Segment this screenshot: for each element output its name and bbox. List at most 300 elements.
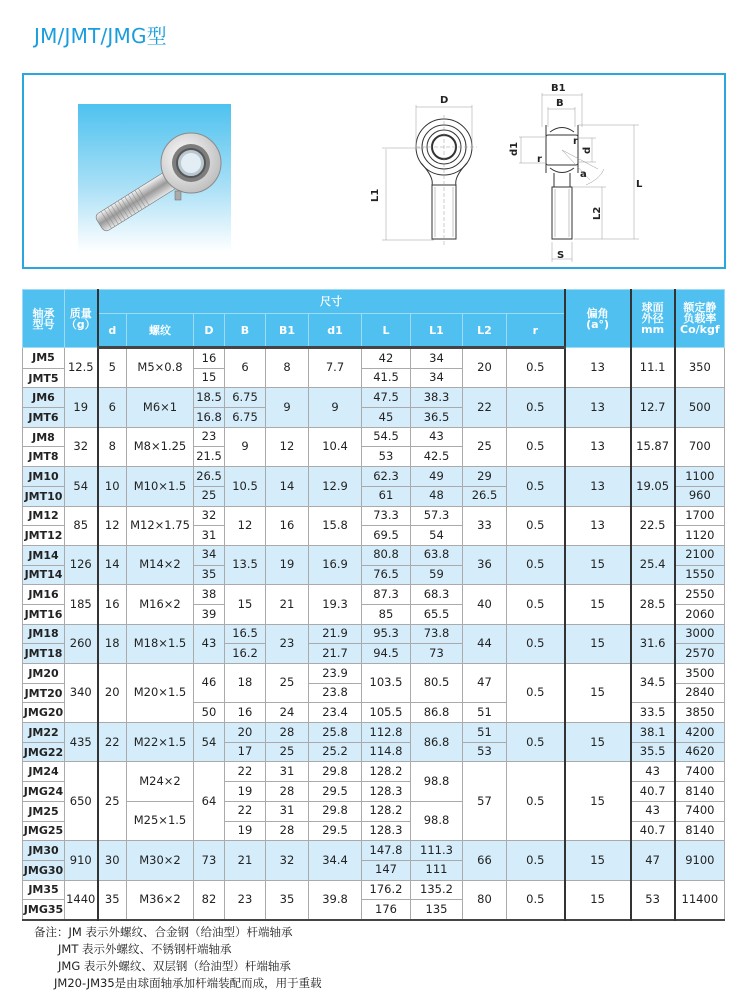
d1-cell: 10.4 — [309, 427, 362, 466]
model-group — [23, 841, 725, 880]
mass-cell: 85 — [65, 506, 98, 545]
angle-cell: 13 — [565, 467, 631, 506]
B-cell: 16 — [225, 703, 266, 723]
table-row — [23, 427, 725, 447]
model-group — [23, 664, 725, 723]
d-cell: 14 — [98, 545, 127, 584]
model-cell: JM6 — [23, 388, 65, 408]
mass-cell: 1440 — [65, 880, 98, 920]
d-cell: 10 — [98, 467, 127, 506]
D-cell: 54 — [194, 723, 225, 762]
product-illustration-frame — [22, 73, 726, 269]
L-cell: 42 — [362, 348, 411, 369]
L-cell: 105.5 — [362, 703, 411, 723]
L1-cell: 36.5 — [411, 408, 463, 428]
d1-cell: 29.5 — [309, 821, 362, 841]
model-cell: JMG30 — [23, 860, 65, 880]
B1-cell: 31 — [266, 762, 309, 782]
d1-cell: 12.9 — [309, 467, 362, 506]
load-cell: 3500 — [675, 664, 725, 684]
d1-cell: 15.8 — [309, 506, 362, 545]
dim-label-d: d — [582, 146, 593, 154]
mass-cell: 260 — [65, 624, 98, 663]
L1-cell: 135.2 — [411, 880, 463, 900]
L1-cell: 86.8 — [411, 723, 463, 762]
model-cell: JM14 — [23, 545, 65, 565]
L-cell: 147.8 — [362, 841, 411, 861]
L-cell: 103.5 — [362, 664, 411, 703]
r-cell: 0.5 — [507, 624, 565, 663]
L1-cell: 59 — [411, 565, 463, 585]
B-cell: 20 — [225, 723, 266, 743]
model-cell: JMG22 — [23, 742, 65, 762]
model-cell: JMT6 — [23, 408, 65, 428]
thread-cell: M24×2 — [127, 762, 194, 801]
load-cell: 7400 — [675, 762, 725, 782]
header-col-B1: B1 — [266, 314, 309, 348]
angle-cell: 15 — [565, 664, 631, 723]
L1-cell: 63.8 — [411, 545, 463, 565]
B-cell: 22 — [225, 762, 266, 782]
L-cell: 128.2 — [362, 762, 411, 782]
L1-cell: 38.3 — [411, 388, 463, 408]
table-row — [23, 545, 725, 565]
note-line: JMT 表示外螺纹、不锈钢杆端轴承 — [58, 942, 232, 956]
D-cell: 50 — [194, 703, 225, 723]
L2-cell: 51 — [463, 723, 507, 743]
B-cell: 23 — [225, 880, 266, 920]
model-cell: JM16 — [23, 585, 65, 605]
D-cell: 39 — [194, 604, 225, 624]
mass-cell: 910 — [65, 841, 98, 880]
L1-cell: 111 — [411, 860, 463, 880]
model-group — [23, 427, 725, 466]
header-col-L2: L2 — [463, 314, 507, 348]
mass-cell: 126 — [65, 545, 98, 584]
sphere-cell: 38.1 — [631, 723, 675, 743]
thread-cell: M20×1.5 — [127, 664, 194, 723]
header-mass: 质量 （g） — [65, 290, 98, 348]
dim-label-a: a — [580, 169, 587, 180]
L2-cell: 29 — [463, 467, 507, 487]
model-cell: JMG25 — [23, 821, 65, 841]
B1-cell: 28 — [266, 723, 309, 743]
dim-label-d1: d1 — [509, 141, 520, 156]
d-cell: 8 — [98, 427, 127, 466]
model-group — [23, 348, 725, 388]
d1-cell: 25.2 — [309, 742, 362, 762]
r-cell: 0.5 — [507, 664, 565, 723]
L2-cell: 51 — [463, 703, 507, 723]
sphere-cell: 43 — [631, 762, 675, 782]
table-row — [23, 467, 725, 487]
thread-cell: M12×1.75 — [127, 506, 194, 545]
L2-cell: 57 — [463, 762, 507, 841]
L-cell: 76.5 — [362, 565, 411, 585]
load-cell: 4620 — [675, 742, 725, 762]
mass-cell: 185 — [65, 585, 98, 624]
model-cell: JMT12 — [23, 526, 65, 546]
r-cell: 0.5 — [507, 545, 565, 584]
header-col-L1: L1 — [411, 314, 463, 348]
thread-cell: M36×2 — [127, 880, 194, 920]
table-row — [23, 506, 725, 526]
D-cell: 25 — [194, 486, 225, 506]
B-cell: 16.2 — [225, 644, 266, 664]
load-cell: 9100 — [675, 841, 725, 880]
angle-cell: 15 — [565, 585, 631, 624]
load-cell: 2100 — [675, 545, 725, 565]
d-cell: 25 — [98, 762, 127, 841]
r-cell: 0.5 — [507, 348, 565, 388]
model-cell: JM20 — [23, 664, 65, 684]
technical-drawing — [364, 77, 664, 265]
load-cell: 350 — [675, 348, 725, 388]
sphere-cell: 40.7 — [631, 821, 675, 841]
thread-cell: M8×1.25 — [127, 427, 194, 466]
L-cell: 94.5 — [362, 644, 411, 664]
L-cell: 69.5 — [362, 526, 411, 546]
model-group — [23, 585, 725, 624]
r-cell: 0.5 — [507, 880, 565, 920]
L-cell: 176.2 — [362, 880, 411, 900]
L-cell: 112.8 — [362, 723, 411, 743]
model-cell: JMT5 — [23, 368, 65, 388]
D-cell: 21.5 — [194, 447, 225, 467]
spec-table — [22, 289, 725, 921]
thread-cell: M18×1.5 — [127, 624, 194, 663]
B-cell: 22 — [225, 801, 266, 821]
L-cell: 147 — [362, 860, 411, 880]
mass-cell: 650 — [65, 762, 98, 841]
model-cell: JM5 — [23, 348, 65, 369]
L-cell: 128.3 — [362, 782, 411, 802]
B-cell: 9 — [225, 427, 266, 466]
D-cell: 38 — [194, 585, 225, 605]
L-cell: 41.5 — [362, 368, 411, 388]
D-cell: 15 — [194, 368, 225, 388]
model-group — [23, 880, 725, 920]
L2-cell: 33 — [463, 506, 507, 545]
D-cell: 16 — [194, 348, 225, 369]
load-cell: 2840 — [675, 683, 725, 703]
d-cell: 6 — [98, 388, 127, 427]
r-cell: 0.5 — [507, 388, 565, 427]
r-cell: 0.5 — [507, 723, 565, 762]
model-cell: JM18 — [23, 624, 65, 644]
r-cell: 0.5 — [507, 841, 565, 880]
sphere-cell: 31.6 — [631, 624, 675, 663]
sphere-cell: 19.05 — [631, 467, 675, 506]
load-cell: 8140 — [675, 821, 725, 841]
B-cell: 17 — [225, 742, 266, 762]
L2-cell: 36 — [463, 545, 507, 584]
load-cell: 500 — [675, 388, 725, 427]
d1-cell: 16.9 — [309, 545, 362, 584]
sphere-cell: 28.5 — [631, 585, 675, 624]
d-cell: 35 — [98, 880, 127, 920]
model-cell: JMT20 — [23, 683, 65, 703]
d1-cell: 39.8 — [309, 880, 362, 920]
model-cell: JMT10 — [23, 486, 65, 506]
model-cell: JM24 — [23, 762, 65, 782]
B-cell: 13.5 — [225, 545, 266, 584]
sphere-cell: 35.5 — [631, 742, 675, 762]
r-cell: 0.5 — [507, 762, 565, 841]
header-dimensions: 尺寸 — [98, 290, 565, 314]
L1-cell: 49 — [411, 467, 463, 487]
L1-cell: 98.8 — [411, 801, 463, 840]
B1-cell: 25 — [266, 742, 309, 762]
L1-cell: 68.3 — [411, 585, 463, 605]
L-cell: 53 — [362, 447, 411, 467]
model-cell: JM10 — [23, 467, 65, 487]
L1-cell: 57.3 — [411, 506, 463, 526]
d-cell: 12 — [98, 506, 127, 545]
mass-cell: 435 — [65, 723, 98, 762]
mass-cell: 12.5 — [65, 348, 98, 388]
D-cell: 35 — [194, 565, 225, 585]
d-cell: 20 — [98, 664, 127, 723]
table-row — [23, 723, 725, 743]
thread-cell: M25×1.5 — [127, 801, 194, 840]
L2-cell: 66 — [463, 841, 507, 880]
table-row — [23, 585, 725, 605]
sphere-cell: 12.7 — [631, 388, 675, 427]
D-cell: 31 — [194, 526, 225, 546]
B-cell: 21 — [225, 841, 266, 880]
B1-cell: 35 — [266, 880, 309, 920]
d-cell: 16 — [98, 585, 127, 624]
D-cell: 23 — [194, 427, 225, 447]
load-cell: 3000 — [675, 624, 725, 644]
angle-cell: 15 — [565, 880, 631, 920]
L1-cell: 135 — [411, 900, 463, 920]
L-cell: 61 — [362, 486, 411, 506]
L1-cell: 73 — [411, 644, 463, 664]
L-cell: 128.3 — [362, 821, 411, 841]
B-cell: 15 — [225, 585, 266, 624]
L1-cell: 34 — [411, 348, 463, 369]
dim-label-B1: B1 — [551, 83, 566, 94]
B1-cell: 9 — [266, 388, 309, 427]
d-cell: 18 — [98, 624, 127, 663]
sphere-cell: 11.1 — [631, 348, 675, 388]
L1-cell: 65.5 — [411, 604, 463, 624]
model-group — [23, 762, 725, 841]
L1-cell: 73.8 — [411, 624, 463, 644]
L2-cell: 26.5 — [463, 486, 507, 506]
load-cell: 1700 — [675, 506, 725, 526]
load-cell: 2570 — [675, 644, 725, 664]
rod-end-photo-icon — [78, 104, 231, 252]
L1-cell: 34 — [411, 368, 463, 388]
load-cell: 3850 — [675, 703, 725, 723]
D-cell: 16.8 — [194, 408, 225, 428]
load-cell: 11400 — [675, 880, 725, 920]
d1-cell: 21.7 — [309, 644, 362, 664]
load-cell: 2060 — [675, 604, 725, 624]
mass-cell: 32 — [65, 427, 98, 466]
sphere-cell: 33.5 — [631, 703, 675, 723]
L-cell: 80.8 — [362, 545, 411, 565]
d-cell: 30 — [98, 841, 127, 880]
d-cell: 5 — [98, 348, 127, 388]
B-cell: 12 — [225, 506, 266, 545]
r-cell: 0.5 — [507, 506, 565, 545]
B-cell: 6.75 — [225, 388, 266, 408]
d1-cell: 21.9 — [309, 624, 362, 644]
load-cell: 2550 — [675, 585, 725, 605]
L1-cell: 86.8 — [411, 703, 463, 723]
page-title: JM/JMT/JMG型 — [34, 24, 167, 48]
header-model: 轴承 型号 — [23, 290, 65, 348]
d1-cell: 9 — [309, 388, 362, 427]
sphere-cell: 22.5 — [631, 506, 675, 545]
dim-label-L: L — [636, 179, 643, 190]
sphere-cell: 25.4 — [631, 545, 675, 584]
L1-cell: 42.5 — [411, 447, 463, 467]
B1-cell: 32 — [266, 841, 309, 880]
dim-label-S: S — [557, 250, 565, 261]
B1-cell: 8 — [266, 348, 309, 388]
L-cell: 176 — [362, 900, 411, 920]
angle-cell: 13 — [565, 427, 631, 466]
thread-cell: M5×0.8 — [127, 348, 194, 388]
table-row — [23, 664, 725, 684]
model-cell: JM8 — [23, 427, 65, 447]
angle-cell: 13 — [565, 506, 631, 545]
L-cell: 128.2 — [362, 801, 411, 821]
D-cell: 46 — [194, 664, 225, 703]
mass-cell: 19 — [65, 388, 98, 427]
L2-cell: 22 — [463, 388, 507, 427]
B-cell: 6.75 — [225, 408, 266, 428]
notes — [34, 924, 322, 992]
r-cell: 0.5 — [507, 427, 565, 466]
sphere-cell: 43 — [631, 801, 675, 821]
angle-cell: 15 — [565, 723, 631, 762]
angle-cell: 15 — [565, 545, 631, 584]
L2-cell: 40 — [463, 585, 507, 624]
L1-cell: 54 — [411, 526, 463, 546]
load-cell: 1100 — [675, 467, 725, 487]
angle-cell: 15 — [565, 762, 631, 841]
d1-cell: 7.7 — [309, 348, 362, 388]
r-cell: 0.5 — [507, 585, 565, 624]
load-cell: 4200 — [675, 723, 725, 743]
D-cell: 18.5 — [194, 388, 225, 408]
B1-cell: 21 — [266, 585, 309, 624]
L2-cell: 47 — [463, 664, 507, 703]
header-sphere-diameter: 球面 外径 mm — [631, 290, 675, 348]
table-row — [23, 841, 725, 861]
mass-cell: 340 — [65, 664, 98, 723]
D-cell: 43 — [194, 624, 225, 663]
note-line: JMG 表示外螺纹、双层钢（给油型）杆端轴承 — [58, 959, 291, 973]
D-cell: 82 — [194, 880, 225, 920]
d1-cell: 29.8 — [309, 762, 362, 782]
model-cell: JMG35 — [23, 900, 65, 920]
L-cell: 54.5 — [362, 427, 411, 447]
header-col-thread: 螺纹 — [127, 314, 194, 348]
header-angle: 偏角 (a°) — [565, 290, 631, 348]
dim-label-r-right: r — [573, 136, 578, 147]
B-cell: 18 — [225, 664, 266, 703]
D-cell: 32 — [194, 506, 225, 526]
dim-label-L2: L2 — [592, 206, 603, 220]
L1-cell: 98.8 — [411, 762, 463, 801]
dim-label-r-left: r — [537, 154, 542, 165]
B1-cell: 24 — [266, 703, 309, 723]
d1-cell: 34.4 — [309, 841, 362, 880]
B-cell: 19 — [225, 782, 266, 802]
angle-cell: 13 — [565, 388, 631, 427]
table-row — [23, 624, 725, 644]
L-cell: 114.8 — [362, 742, 411, 762]
table-row — [23, 762, 725, 782]
model-cell: JMT8 — [23, 447, 65, 467]
header-col-L: L — [362, 314, 411, 348]
sphere-cell: 53 — [631, 880, 675, 920]
thread-cell: M14×2 — [127, 545, 194, 584]
model-cell: JM25 — [23, 801, 65, 821]
L-cell: 47.5 — [362, 388, 411, 408]
d1-cell: 23.4 — [309, 703, 362, 723]
D-cell: 64 — [194, 762, 225, 841]
thread-cell: M30×2 — [127, 841, 194, 880]
load-cell: 960 — [675, 486, 725, 506]
model-group — [23, 545, 725, 584]
load-cell: 8140 — [675, 782, 725, 802]
L2-cell: 44 — [463, 624, 507, 663]
L2-cell: 25 — [463, 427, 507, 466]
product-photo — [78, 104, 231, 252]
load-cell: 700 — [675, 427, 725, 466]
model-cell: JM12 — [23, 506, 65, 526]
model-cell: JMT14 — [23, 565, 65, 585]
B-cell: 16.5 — [225, 624, 266, 644]
L2-cell: 20 — [463, 348, 507, 388]
thread-cell: M10×1.5 — [127, 467, 194, 506]
model-group — [23, 467, 725, 506]
model-cell: JMG24 — [23, 782, 65, 802]
B1-cell: 14 — [266, 467, 309, 506]
header-col-D: D — [194, 314, 225, 348]
B1-cell: 31 — [266, 801, 309, 821]
D-cell: 26.5 — [194, 467, 225, 487]
L-cell: 62.3 — [362, 467, 411, 487]
thread-cell: M22×1.5 — [127, 723, 194, 762]
B1-cell: 12 — [266, 427, 309, 466]
L2-cell: 80 — [463, 880, 507, 920]
note-line: 备注：JM 表示外螺纹、合金钢（给油型）杆端轴承 — [34, 925, 293, 939]
model-group — [23, 506, 725, 545]
load-cell: 7400 — [675, 801, 725, 821]
header-static-load: 额定静 负载率 Co/kgf — [675, 290, 725, 348]
L1-cell: 43 — [411, 427, 463, 447]
L1-cell: 111.3 — [411, 841, 463, 861]
D-cell: 34 — [194, 545, 225, 565]
thread-cell: M16×2 — [127, 585, 194, 624]
L-cell: 95.3 — [362, 624, 411, 644]
header-col-B: B — [225, 314, 266, 348]
d1-cell: 23.8 — [309, 683, 362, 703]
d1-cell: 25.8 — [309, 723, 362, 743]
sphere-cell: 40.7 — [631, 782, 675, 802]
angle-cell: 15 — [565, 624, 631, 663]
model-cell: JMG20 — [23, 703, 65, 723]
